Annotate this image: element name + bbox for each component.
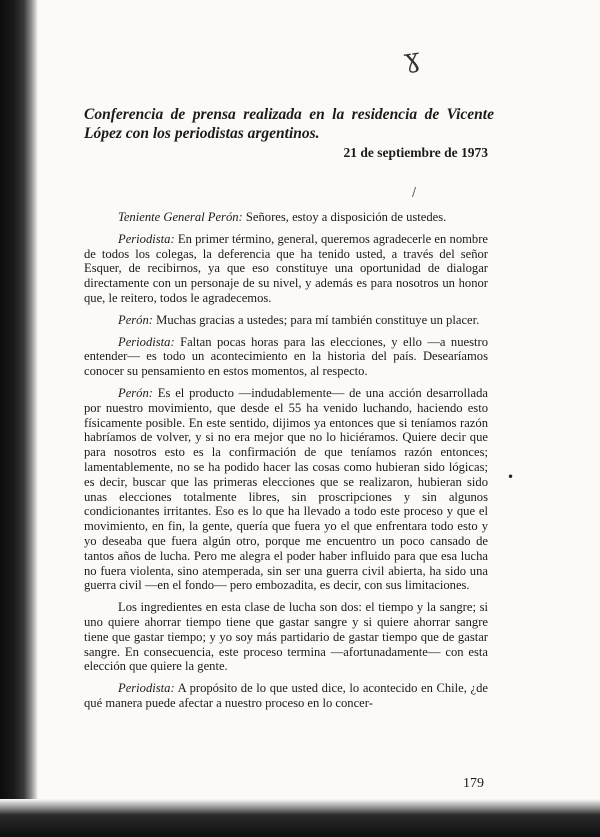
paragraph xyxy=(84,335,488,379)
page-number: 179 xyxy=(463,776,484,791)
paragraph xyxy=(84,313,488,328)
paragraph-text: Es el producto —indudablemente— de una acción desarrollada por nuestro movimiento, que desde el 55 ha venido luchando, haciendo esto físicamente posible. En este sentido, dijimos ya entonces que si teníamos razón habríamos de volver, y si no era mejor que no lo hiciéramos. Quiere decir que para nosotros esto es la confirmación de que teníamos razón entonces; lamentablemente, no se ha podido hacer las cosas como hubieran sido lógicas; es decir, buscar que las primeras elecciones que se realizaron, hubieran sido unas elecciones totalmente libres, sin proscripciones y sin algunos condicionantes irritantes. Eso es lo que ha llevado a todo este proceso y que el movimiento, en fin, la gente, quería que fuera yo el que enfrentara todo esto y yo deseaba que fuera algún otro, porque me encuentro un poco cansado de tantos años de lucha. Pero me alegra el poder haber influido para que esa lucha no fuera violenta, sino atemperada, sin ser una guerra civil abierta, ha sido una guerra civil —en el fondo— pero embozadita, es decir, con sus limitaciones. xyxy=(84,385,488,593)
transcript-body xyxy=(84,210,488,718)
paragraph-text: En primer término, general, queremos agradecerle en nombre de todos los colegas, la deferencia que ha tenido usted, a través del señor Esquer, de recibirnos, ya que eso constituye una oportunidad de dialogar directamente con un personaje de su nivel, y además es para nosotros un honor que, le reitero, todos le agradecemos. xyxy=(84,231,488,305)
scan-bottom-shadow xyxy=(0,799,600,837)
paragraph-text: A propósito de lo que usted dice, lo acontecido en Chile, ¿de qué manera puede afectar a nuestro proceso en lo concer- xyxy=(84,681,488,710)
paragraph xyxy=(84,386,488,593)
speaker-label: Teniente General Perón: xyxy=(118,210,243,224)
paragraph-text: Señores, estoy a disposición de ustedes. xyxy=(242,210,447,224)
speaker-label: Periodista: xyxy=(118,231,175,246)
speaker-label: Perón: xyxy=(118,385,153,400)
scan-binding-shadow xyxy=(0,0,38,837)
paragraph xyxy=(84,600,488,674)
speaker-label: Perón: xyxy=(118,312,153,327)
handwritten-mark: ɣ xyxy=(401,43,422,75)
paragraph xyxy=(84,232,488,306)
speaker-label: Periodista: xyxy=(118,334,175,349)
margin-mark: • xyxy=(507,470,515,484)
paragraph-text: Los ingredientes en esta clase de lucha son dos: el tiempo y la sangre; si uno quiere ahorrar tiempo tiene que gastar sangre y si quiere ahorrar sangre tiene que gastar tiempo; y yo soy más partidario de gastar tiempo que de gastar sangre. En consecuencia, este proceso termina —afortunadamente— con esta elección que quiere la gente. xyxy=(84,600,488,674)
paragraph-text: Faltan pocas horas para las elecciones, y ello —a nuestro entender— es todo un acontecimiento en la historia del país. Desearíamos conocer su pensamiento en estos momentos, al respecto. xyxy=(84,334,488,379)
document-date: 21 de septiembre de 1973 xyxy=(343,145,488,160)
speaker-label: Periodista: xyxy=(118,681,175,696)
pen-mark: / xyxy=(412,185,417,199)
paragraph xyxy=(84,681,488,711)
paragraph-text: Muchas gracias a ustedes; para mí también constituye un placer. xyxy=(152,312,480,327)
paragraph xyxy=(84,210,488,225)
document-title: Conferencia de prensa realizada en la residencia de Vicente López con los periodistas argentinos. xyxy=(84,106,494,142)
